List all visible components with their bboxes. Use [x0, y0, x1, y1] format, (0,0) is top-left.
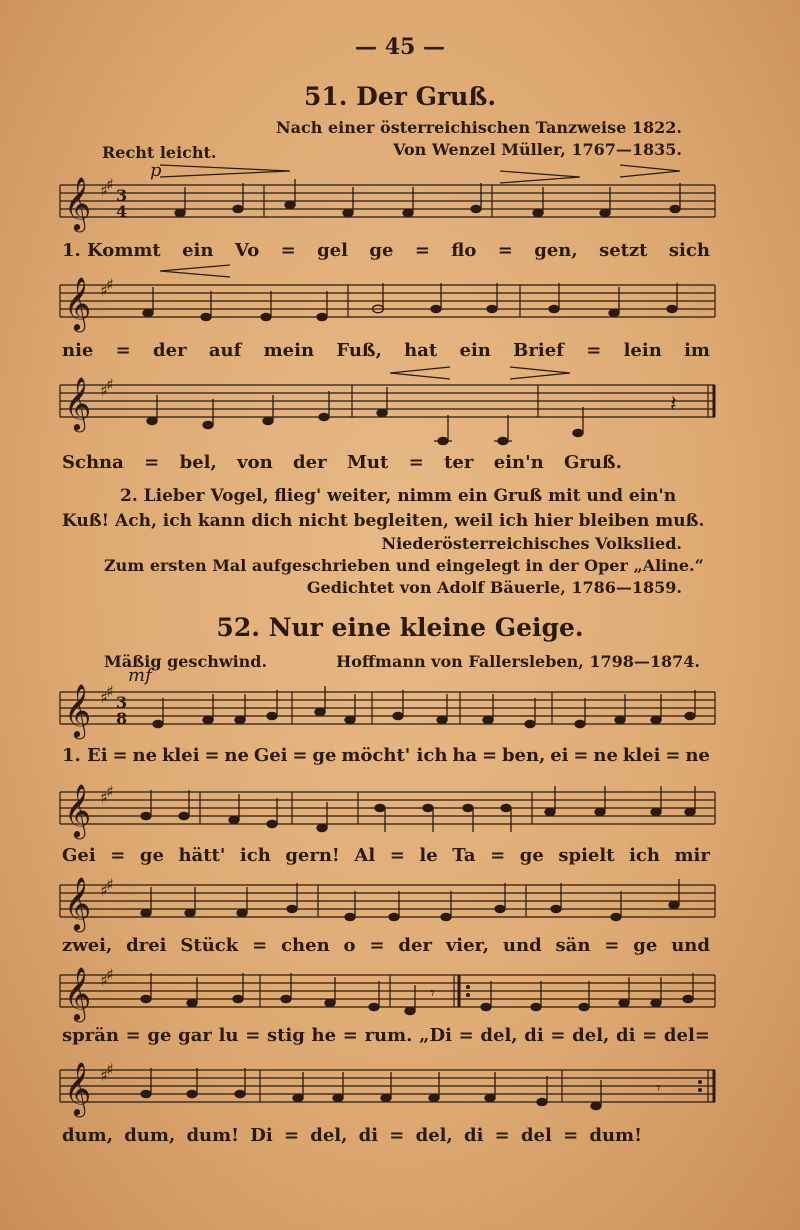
lyric-syllable: = [342, 1025, 358, 1046]
lyric-syllable: = [586, 340, 602, 361]
time-signature-3-8: 3 [116, 693, 128, 712]
lyric-syllable: del= [663, 1025, 710, 1046]
lyric-syllable: = [112, 745, 128, 766]
svg-text:♯: ♯ [106, 375, 114, 394]
song51-dynamic: p [150, 160, 162, 181]
song-title-51: 51. Der Gruß. [303, 82, 497, 111]
svg-text:𝄾: 𝄾 [656, 1078, 661, 1099]
svg-text:♯: ♯ [106, 275, 114, 294]
lyric-syllable: = [204, 745, 220, 766]
song51-note2: Zum ersten Mal aufgeschrieben und eingelegt in der Oper „Aline.“ [104, 556, 704, 575]
lyric-syllable: vier, [445, 935, 490, 956]
svg-text:♯: ♯ [106, 782, 114, 801]
lyric-syllable: dum, [62, 1125, 113, 1146]
lyric-syllable: lein [623, 340, 662, 361]
song52-lyrics-line-4 [62, 1025, 710, 1046]
svg-text:𝄞: 𝄞 [64, 783, 92, 837]
lyric-syllable: sich [668, 240, 710, 261]
lyric-syllable: Di [250, 1125, 273, 1146]
lyric-syllable: der [293, 452, 327, 473]
lyric-syllable: del, [415, 1125, 453, 1146]
time-signature-3-4: 3 [116, 186, 128, 205]
lyric-syllable: Vo [234, 240, 260, 261]
lyric-syllable: rum. [364, 1025, 413, 1046]
lyric-syllable: del, [572, 1025, 610, 1046]
lyric-syllable: sän [555, 935, 591, 956]
lyric-syllable: ge [312, 745, 337, 766]
song51-staff-2 [60, 265, 720, 335]
lyric-syllable: = [389, 1125, 405, 1146]
lyric-syllable: mein [263, 340, 315, 361]
lyric-syllable: Gei [253, 745, 288, 766]
lyric-syllable: = [414, 240, 430, 261]
svg-text:♯: ♯ [106, 1060, 114, 1079]
lyric-syllable: ge [519, 845, 544, 866]
lyric-syllable: ich [629, 845, 660, 866]
lyric-syllable: = [389, 845, 405, 866]
song52-staff-1 [60, 672, 720, 742]
lyric-syllable: = [252, 935, 268, 956]
lyric-syllable: chen [281, 935, 330, 956]
lyric-syllable: = [115, 340, 131, 361]
eighth-rest-icon: 𝄾 [430, 983, 435, 1004]
lyric-syllable: gen, [534, 240, 578, 261]
lyric-syllable: del, [310, 1125, 348, 1146]
lyric-syllable: Ta [452, 845, 476, 866]
lyric-syllable: di [524, 1025, 544, 1046]
svg-text:♯: ♯ [100, 1066, 108, 1085]
lyric-syllable: = [369, 935, 385, 956]
lyric-syllable: dum, [124, 1125, 176, 1146]
lyric-syllable: ge [139, 845, 164, 866]
song52-lyrics-line-1 [62, 745, 710, 766]
lyric-syllable: Mut [346, 452, 389, 473]
lyric-syllable: Brief [513, 340, 564, 361]
lyric-syllable: Schna [62, 452, 124, 473]
lyric-syllable: = [245, 1025, 261, 1046]
lyric-syllable: klei [161, 745, 200, 766]
lyric-syllable: ne [685, 745, 710, 766]
lyric-syllable: = [283, 1125, 300, 1146]
svg-text:♯: ♯ [100, 281, 108, 300]
lyric-syllable: gern! [285, 845, 340, 866]
treble-clef-icon: 𝄞 [64, 176, 92, 230]
lyric-syllable: „Di [419, 1025, 452, 1046]
lyric-syllable: im [684, 340, 710, 361]
lyric-syllable: = [665, 745, 681, 766]
lyric-syllable: = [494, 1125, 510, 1146]
lyric-syllable: nie [62, 340, 94, 361]
lyric-syllable: ben, [501, 745, 546, 766]
lyric-syllable: Stück [180, 935, 239, 956]
lyric-syllable: ge [369, 240, 394, 261]
song52-lyrics-line-5 [62, 1125, 642, 1146]
song52-tempo: Mäßig geschwind. [104, 652, 268, 671]
song51-stanza2-line2: Kuß! Ach, ich kann dich nicht begleiten, weil ich hier bleiben muß. [62, 511, 705, 531]
song52-staff-4 [60, 955, 720, 1025]
svg-text:♯: ♯ [100, 381, 108, 400]
lyric-syllable: ge [147, 1025, 172, 1046]
song51-staff-1 [60, 165, 720, 235]
lyric-syllable: dum! [589, 1125, 642, 1146]
lyric-syllable: ge [633, 935, 658, 956]
lyric-syllable: o [343, 935, 356, 956]
lyric-syllable: = [497, 240, 513, 261]
song52-lyrics-line-2 [62, 845, 710, 866]
lyric-syllable: flo [451, 240, 477, 261]
song51-source-line2: Von Wenzel Müller, 1767—1835. [393, 140, 682, 159]
lyric-syllable: = [490, 845, 506, 866]
lyric-syllable: 1. Ei [62, 745, 108, 766]
svg-text:4: 4 [116, 202, 128, 221]
lyric-syllable: der [398, 935, 432, 956]
lyric-syllable: = [458, 1025, 474, 1046]
lyric-syllable: ha [452, 745, 478, 766]
lyric-syllable: ein [182, 240, 214, 261]
svg-text:♯: ♯ [106, 965, 114, 984]
svg-text:♯: ♯ [100, 788, 108, 807]
lyric-syllable: ne [132, 745, 158, 766]
svg-text:♯: ♯ [100, 881, 108, 900]
lyric-syllable: = [563, 1125, 579, 1146]
lyric-syllable: = [292, 745, 308, 766]
song51-lyrics-line-1 [62, 240, 710, 261]
lyric-syllable: gar [178, 1025, 212, 1046]
lyric-syllable: mir [674, 845, 710, 866]
song52-lyrics-line-3 [62, 935, 710, 956]
lyric-syllable: = [125, 1025, 141, 1046]
lyric-syllable: hat [404, 340, 438, 361]
lyric-syllable: bel, [179, 452, 217, 473]
lyric-syllable: del, [480, 1025, 518, 1046]
lyric-syllable: Gruß. [564, 452, 622, 473]
song52-author: Hoffmann von Fallersleben, 1798—1874. [336, 652, 700, 671]
lyric-syllable: auf [208, 340, 242, 361]
svg-text:♯: ♯ [106, 682, 114, 701]
lyric-syllable: = [642, 1025, 658, 1046]
lyric-syllable: = [144, 452, 160, 473]
svg-text:𝄞: 𝄞 [64, 276, 92, 330]
lyric-syllable: le [419, 845, 438, 866]
quarter-rest-icon: 𝄽 [670, 392, 677, 417]
lyric-syllable: 1. Kommt [62, 240, 161, 261]
lyric-syllable: ich [239, 845, 271, 866]
lyric-syllable: ein [459, 340, 491, 361]
svg-text:8: 8 [116, 709, 128, 728]
song51-note1: Niederösterreichisches Volkslied. [381, 534, 682, 553]
song52-staff-5 [60, 1050, 720, 1120]
lyric-syllable: hätt' [178, 845, 226, 866]
song52-staff-2 [60, 772, 720, 842]
sharp-icon: ♯ [100, 181, 108, 200]
song51-stanza2-line1: 2. Lieber Vogel, flieg' weiter, nimm ein Gruß mit und ein'n [120, 486, 677, 506]
lyric-syllable: ter [444, 452, 474, 473]
lyric-syllable: Fuß, [336, 340, 382, 361]
svg-text:𝄞: 𝄞 [64, 376, 92, 430]
song52-dynamic: mf [128, 665, 152, 686]
lyric-syllable: = [481, 745, 498, 766]
lyric-syllable: = [550, 1025, 566, 1046]
lyric-syllable: ne [224, 745, 249, 766]
song51-lyrics-line-2 [62, 340, 710, 361]
lyric-syllable: Gei [62, 845, 96, 866]
lyric-syllable: he [311, 1025, 337, 1046]
lyric-syllable: klei [622, 745, 661, 766]
lyric-syllable: ne [593, 745, 618, 766]
lyric-syllable: stig [266, 1025, 305, 1046]
song51-staff-3 [60, 365, 720, 445]
svg-text:𝄞: 𝄞 [64, 1061, 92, 1115]
lyric-syllable: di [463, 1125, 484, 1146]
lyric-syllable: di [616, 1025, 636, 1046]
lyric-syllable: spielt [558, 845, 615, 866]
svg-text:𝄞: 𝄞 [64, 966, 92, 1020]
song51-source-line1: Nach einer österreichischen Tanzweise 1822. [276, 118, 682, 137]
lyric-syllable: lu [218, 1025, 239, 1046]
lyric-syllable: und [502, 935, 542, 956]
lyric-syllable: ein'n [493, 452, 544, 473]
song-title-52: 52. Nur eine kleine Geige. [216, 613, 584, 642]
lyric-syllable: del [520, 1125, 552, 1146]
song51-note3: Gedichtet von Adolf Bäuerle, 1786—1859. [306, 578, 682, 597]
lyric-syllable: = [573, 745, 589, 766]
svg-text:♯: ♯ [100, 971, 108, 990]
lyric-syllable: = [280, 240, 296, 261]
song51-lyrics-line-3 [62, 452, 622, 473]
lyric-syllable: = [604, 935, 620, 956]
lyric-syllable: zwei, [62, 935, 113, 956]
svg-text:𝄞: 𝄞 [64, 683, 92, 737]
song51-tempo: Recht leicht. [102, 143, 217, 162]
lyric-syllable: möcht' ich [341, 745, 448, 766]
lyric-syllable: und [671, 935, 710, 956]
svg-text:♯: ♯ [106, 875, 114, 894]
svg-text:♯: ♯ [106, 175, 114, 194]
lyric-syllable: gel [317, 240, 348, 261]
lyric-syllable: = [110, 845, 126, 866]
lyric-syllable: dum! [186, 1125, 240, 1146]
lyric-syllable: di [358, 1125, 379, 1146]
lyric-syllable: drei [126, 935, 167, 956]
lyric-syllable: von [237, 452, 273, 473]
page-number: — 45 — [355, 34, 445, 60]
lyric-syllable: Al [354, 845, 376, 866]
lyric-syllable: ei [550, 745, 569, 766]
svg-text:𝄞: 𝄞 [64, 876, 92, 930]
lyric-syllable: = [408, 452, 424, 473]
song52-staff-3 [60, 865, 720, 935]
lyric-syllable: setzt [599, 240, 648, 261]
lyric-syllable: sprän [62, 1025, 119, 1046]
svg-text:♯: ♯ [100, 688, 108, 707]
lyric-syllable: der [153, 340, 187, 361]
